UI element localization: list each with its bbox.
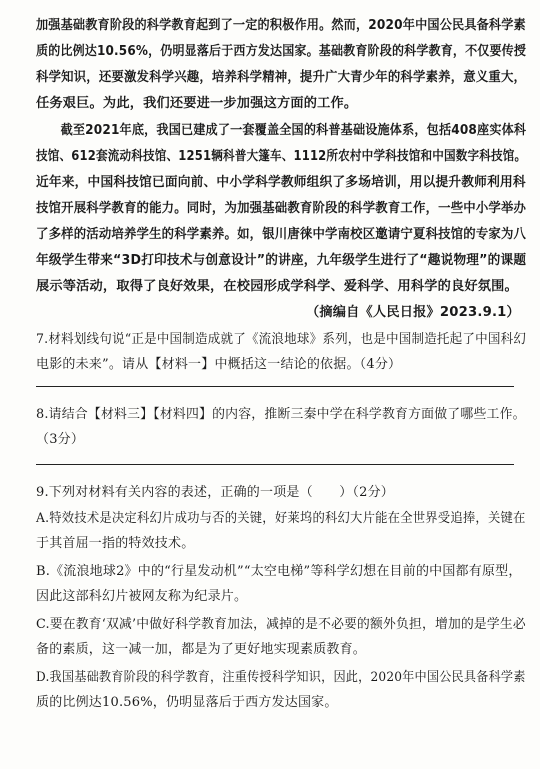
passage-line: 近年来，中国科技馆已面向前、中小学科学教师组织了多场培训，用以提升教师利用科 — [36, 175, 526, 190]
q7-text: 电影的未来”。请从【材料一】中概括这一结论的依据。（4分） — [36, 357, 402, 372]
q9-stem: 9.下列对材料有关内容的表述，正确的一项是（ ）（2分） — [36, 485, 394, 500]
q9-option-c: C.要在教育‘双减’中做好科学教育加法，减掉的是不必要的额外负担，增加的是学生必 — [36, 617, 526, 632]
q7-answer-line[interactable] — [36, 386, 514, 387]
q9-option-c-cont: 备的素质，这一减一加，都是为了更好地实现素质教育。 — [36, 642, 367, 657]
passage-line: 技馆、612套流动科技馆、1251辆科普大篷车、1112所农村中学科技馆和中国数字科技馆。 — [36, 149, 527, 164]
passage-line: 科学知识，还要激发科学兴趣，培养科学精神，提升广大青少年的科学素养，意义重大， — [36, 70, 527, 85]
passage-line: 任务艰巨。为此，我们还要进一步加强这方面的工作。 — [36, 96, 358, 111]
q8-points: （3分） — [36, 432, 85, 447]
passage-line: 了多样的活动培养学生的科学素养。如，银川唐徕中学南校区邀请宁夏科技馆的专家为八 — [36, 227, 527, 242]
passage-line: 截至2021年底，我国已建成了一套覆盖全国的科普基础设施体系，包括408座实体科 — [36, 123, 527, 138]
q9-option-a: A.特效技术是决定科幻片成功与否的关键，好莱坞的科幻大片能在全世界受追捧，关键在 — [36, 511, 526, 526]
passage-line: 质的比例达10.56%，仍明显落后于西方发达国家。基础教育阶段的科学教育，不仅要传授 — [36, 44, 527, 59]
passage-line: 展示等活动，取得了良好效果，在校园形成学科学、爱科学、用科学的良好氛围。 — [36, 279, 518, 294]
passage-line: 技馆开展科学教育的能力。同时，为加强基础教育阶段的科学教育工作，一些中小学举办 — [36, 201, 527, 216]
q9-option-a-cont: 于其首屈一指的特效技术。 — [36, 536, 195, 551]
passage-line: 年级学生带来“3D打印技术与创意设计”的讲座，九年级学生进行了“趣说物理”的课题 — [36, 253, 527, 268]
passage-source: （摘编自《人民日报》2023.9.1） — [306, 305, 520, 320]
q7-text: 7.材料划线句说“正是中国制造成就了《流浪地球》系列，也是中国制造托起了中国科幻 — [36, 332, 527, 347]
q8-answer-line[interactable] — [36, 464, 514, 465]
passage-line: 加强基础教育阶段的科学教育起到了一定的积极作用。然而，2020年中国公民具备科学素 — [36, 18, 526, 33]
q9-option-d: D.我国基础教育阶段的科学教育，注重传授科学知识，因此，2020年中国公民具备科学素 — [36, 670, 526, 685]
q9-option-d-cont: 质的比例达10.56%，仍明显落后于西方发达国家。 — [36, 695, 338, 710]
q9-option-b: B.《流浪地球2》中的“行星发动机”“太空电梯”等科学幻想在目前的中国都有原型， — [36, 564, 522, 579]
q9-option-b-cont: 因此这部科幻片被网友称为纪录片。 — [36, 589, 248, 604]
q8-text: 8.请结合【材料三】【材料四】的内容，推断三秦中学在科学教育方面做了哪些工作。 — [36, 407, 526, 422]
